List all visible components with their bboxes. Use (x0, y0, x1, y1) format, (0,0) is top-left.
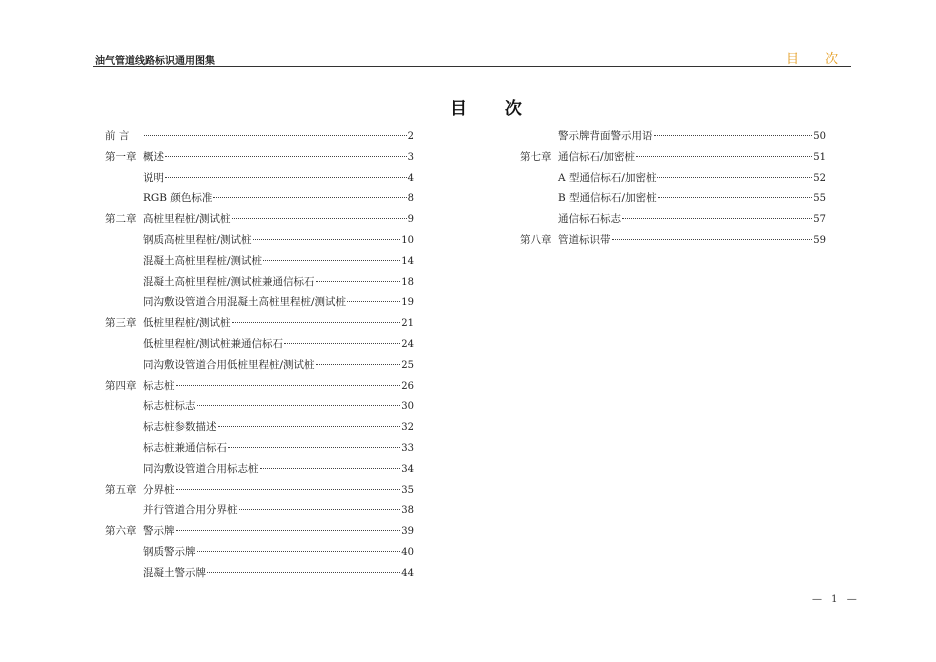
toc-entry[interactable] (105, 480, 414, 501)
toc-page-number: 40 (401, 546, 414, 558)
dot-leader (207, 572, 400, 573)
toc-entry-title: 低桩里程桩/测试桩兼通信标石 (143, 337, 284, 350)
toc-page-number: 8 (407, 193, 414, 205)
toc-entry-title: 标志桩兼通信标石 (143, 441, 227, 454)
dot-leader (165, 177, 407, 178)
toc-entry-title: 钢质警示牌 (143, 545, 196, 558)
toc-entry[interactable] (520, 230, 826, 251)
toc-chapter-label: 前 言 (105, 130, 130, 142)
toc-page-number: 51 (813, 151, 826, 163)
toc-entry-title: A 型通信标石/加密桩 (558, 171, 657, 184)
toc-page-number: 14 (401, 255, 414, 267)
toc-page-number: 39 (401, 526, 414, 538)
dot-leader (612, 239, 813, 240)
toc-page-number: 33 (401, 442, 414, 454)
toc-page-number: 50 (813, 131, 826, 142)
toc-page-number: 30 (401, 401, 414, 413)
dot-leader (232, 218, 407, 219)
toc-entry-title: 标志桩参数描述 (143, 421, 217, 434)
toc-entry[interactable] (520, 209, 826, 230)
toc-entry[interactable] (520, 147, 826, 168)
toc-entry[interactable] (105, 542, 414, 563)
toc-entry[interactable] (105, 376, 414, 397)
toc-entry[interactable] (105, 251, 414, 272)
toc-right-column (520, 126, 826, 251)
header-divider (93, 66, 851, 67)
toc-entry-title: 同沟敷设管道合用混凝土高桩里程桩/测试桩 (143, 296, 347, 309)
toc-entry[interactable] (105, 209, 414, 230)
toc-entry[interactable] (520, 188, 826, 209)
toc-page-number: 57 (813, 214, 826, 226)
toc-page-number: 25 (401, 359, 414, 371)
dot-leader (253, 239, 401, 240)
toc-page-number: 3 (407, 151, 414, 163)
dot-leader (232, 322, 401, 323)
toc-entry-title: 同沟敷设管道合用低桩里程桩/测试桩 (143, 358, 315, 371)
toc-entry-title: 同沟敷设管道合用标志桩 (143, 462, 259, 475)
toc-entry-title: 并行管道合用分界桩 (143, 504, 238, 517)
toc-chapter-label: 第六章 (105, 525, 137, 538)
toc-entry-title: 通信标石/加密桩 (558, 150, 636, 163)
toc-entry-title: 钢质高桩里程桩/测试桩 (143, 233, 252, 246)
toc-page-number: 52 (813, 172, 826, 184)
toc-entry-title: 高桩里程桩/测试桩 (143, 213, 231, 226)
dot-leader (636, 156, 812, 157)
toc-entry[interactable] (105, 417, 414, 438)
toc-entry-title: 标志桩 (143, 379, 175, 392)
toc-chapter-label: 第二章 (105, 213, 137, 226)
toc-page-number: 4 (407, 172, 414, 184)
toc-chapter-label: 第四章 (105, 379, 137, 392)
toc-entry-title: 通信标石标志 (558, 213, 621, 226)
toc-entry[interactable] (105, 313, 414, 334)
toc-entry-title: B 型通信标石/加密桩 (558, 192, 657, 205)
toc-entry-title: 低桩里程桩/测试桩 (143, 317, 231, 330)
toc-entry[interactable] (105, 521, 414, 542)
toc-page-number: 24 (401, 338, 414, 350)
dot-leader (347, 301, 400, 302)
toc-entry-title: 管道标识带 (558, 233, 611, 246)
dot-leader (316, 364, 401, 365)
toc-entry-title: 分界桩 (143, 483, 175, 496)
toc-page-number: 21 (401, 318, 414, 330)
toc-entry[interactable] (105, 334, 414, 355)
toc-entry[interactable] (105, 188, 414, 209)
toc-page-number: 19 (401, 297, 414, 309)
toc-left-column (105, 126, 414, 584)
toc-entry[interactable] (105, 459, 414, 480)
toc-entry[interactable] (520, 126, 826, 147)
toc-entry-title: 概述 (143, 150, 164, 163)
dot-leader (144, 135, 407, 136)
dot-leader (658, 197, 813, 198)
dot-leader (228, 447, 400, 448)
dot-leader (239, 509, 401, 510)
toc-entry[interactable] (105, 168, 414, 189)
dot-leader (260, 468, 401, 469)
toc-page-number: 34 (401, 463, 414, 475)
toc-entry[interactable] (105, 355, 414, 376)
toc-page-number: 38 (401, 505, 414, 517)
section-label: 目 次 (786, 52, 850, 67)
toc-entry[interactable] (105, 438, 414, 459)
toc-chapter-label: 第一章 (105, 150, 137, 163)
dot-leader (284, 343, 400, 344)
toc-page-number: 44 (401, 567, 414, 579)
toc-entry-title: 标志桩标志 (143, 400, 196, 413)
toc-entry[interactable] (105, 563, 414, 584)
toc-chapter-label: 第八章 (520, 233, 552, 246)
toc-page-number: 9 (407, 214, 414, 226)
dot-leader (165, 156, 407, 157)
dot-leader (213, 197, 406, 198)
toc-page-number: 55 (813, 193, 826, 205)
page-title: 目 次 (450, 99, 538, 119)
dot-leader (218, 426, 401, 427)
page-number: — 1 — (812, 594, 860, 605)
toc-chapter-label: 第三章 (105, 317, 137, 330)
toc-page-number: 35 (401, 484, 414, 496)
toc-entry[interactable] (105, 272, 414, 293)
dot-leader (176, 489, 401, 490)
toc-page-number: 59 (813, 234, 826, 246)
toc-entry[interactable] (105, 126, 414, 147)
toc-entry[interactable] (105, 500, 414, 521)
toc-chapter-label: 第五章 (105, 483, 137, 496)
dot-leader (176, 530, 401, 531)
toc-page-number: 26 (401, 380, 414, 392)
toc-page-number: 10 (401, 234, 414, 246)
book-title: 油气管道线路标识通用图集 (95, 56, 215, 67)
toc-entry[interactable] (105, 396, 414, 417)
toc-entry[interactable] (105, 147, 414, 168)
toc-entry-title: 混凝土高桩里程桩/测试桩兼通信标石 (143, 275, 315, 288)
dot-leader (176, 385, 401, 386)
toc-entry-title: RGB 颜色标准 (143, 192, 213, 205)
toc-entry[interactable] (105, 230, 414, 251)
toc-page-number: 18 (401, 276, 414, 288)
dot-leader (197, 551, 401, 552)
toc-entry[interactable] (105, 292, 414, 313)
toc-entry-title: 警示牌 (143, 525, 175, 538)
toc-page-number: 32 (401, 422, 414, 434)
toc-entry-title: 警示牌背面警示用语 (558, 130, 653, 142)
toc-entry-title: 说明 (143, 171, 164, 184)
toc-entry-title: 混凝土高桩里程桩/测试桩 (143, 254, 263, 267)
dot-leader (316, 281, 401, 282)
toc-page-number: 2 (407, 131, 414, 142)
dot-leader (622, 218, 812, 219)
dot-leader (654, 135, 813, 136)
toc-chapter-label: 第七章 (520, 150, 552, 163)
toc-entry[interactable] (520, 168, 826, 189)
toc-entry-title: 混凝土警示牌 (143, 566, 206, 579)
dot-leader (657, 177, 812, 178)
dot-leader (263, 260, 400, 261)
dot-leader (197, 405, 401, 406)
